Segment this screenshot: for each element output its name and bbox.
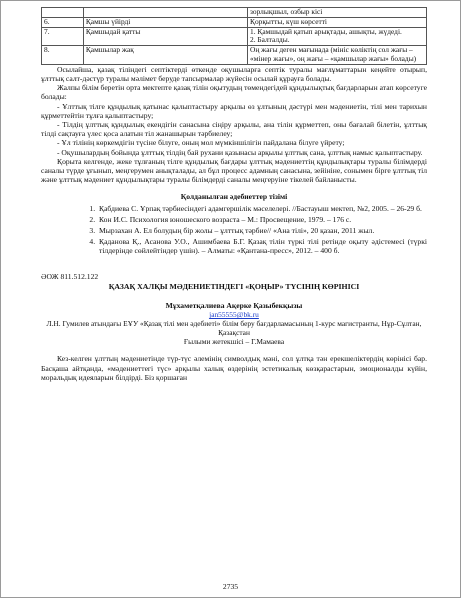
list-item: - Тілдің ұлттық құндылық екендігін санасына сіңіру арқылы, ана тілін құрметтеп, оны бағалай білетін, ұлттық тілді сақтауға үлес қоса алатын тіл жанашырын тәрбиелеу; <box>41 120 427 139</box>
row-phrase: Қамшыдай қатты <box>83 27 247 46</box>
row-meaning: Қорқытты, күш көрсетті <box>248 17 427 27</box>
udc-code: ӘОЖ 811.512.122 <box>41 271 99 281</box>
references-title: Қолданылған әдебиеттер тізімі <box>180 192 288 202</box>
list-item: - Ұлттық тілге құндылық қатынас қалыптастыру арқылы өз ұлтының дәстүрі мен мәдениетін, тілі мен тарихын құрметтейтін тұлға қалыптастыру; <box>41 101 427 120</box>
row-number: 6. <box>42 17 84 27</box>
row-phrase: Қамшы үйірді <box>83 17 247 27</box>
spacer <box>41 346 427 354</box>
author-name: Мұхаметқалиева Ақерке Қазыбекқызы <box>165 301 303 311</box>
table-row <box>42 8 427 18</box>
body-paragraph: Қорыта келгенде, жеке тұлғаның тілге құндылық бағдары ұлттық мәдениеттің құндылықтары туралы білімдерді саналы түрде ұғынып, меңгерумен анықталады, ал бұл процесс адамның санасына, зейініне, сонымен бірге ұлттық тіл және ұлттық мәдениет құндылықтары туралы білімдерді саналы меңгеруіне тікелей байланысты. <box>41 156 427 185</box>
reference-item: 1. Қабдиева С. Ұрпақ тәрбиесіндегі адамгершілік мәселелері. //Бастауыш мектеп, №2, 2005. – 26-29 б. <box>97 204 427 213</box>
body-paragraph: Осылайша, қазақ тіліндегі септіктерді өткенде оқушыларға септік туралы мағлұматтарын кеңейте отырып, ұлттық салт-дәстүр туралы мәлімет беруде тапсырмалар жүйесін осылай құрауға болады. <box>41 64 427 83</box>
row-number <box>42 8 84 18</box>
row-number: 7. <box>42 27 84 46</box>
table-row <box>42 27 427 46</box>
author-affiliation: Л.Н. Гумилев атындағы ЕҰУ «Қазақ тілі мен әдебиеті» білім беру бағдарламасының 1-курс магистранты, Нұр-Сұлтан, Қазақстан <box>46 319 422 338</box>
list-item: - Ұл тілінің көркемдігін түсіне білуге, оның мол мүмкіншілігін пайдалана білуге үйрету; <box>57 138 345 148</box>
idiom-table <box>41 7 427 65</box>
row-phrase <box>83 8 247 18</box>
table-row <box>42 17 427 27</box>
article-title: ҚАЗАҚ ХАЛҚЫ МӘДЕНИЕТІНДЕГІ «ҚОҢЫР» ТҮСІНІҢ КӨРІНІСІ <box>108 281 360 291</box>
author-email-link[interactable]: jan55555@bk.ru <box>209 310 259 320</box>
reference-item: 3. Мырзахан А. Ел болудың бір жолы – ұлттық тәрбие// «Ана тілі», 20 қазан, 2011 жыл. <box>97 226 427 235</box>
page-number: 2735 <box>222 582 239 591</box>
supervisor: Ғылыми жетекшісі – Г.Мамаева <box>183 337 285 347</box>
row-phrase: Қамшылар жақ <box>83 46 247 65</box>
reference-item: 4. Қаданова Қ., Асанова У.О., Ашимбаева Б.Г. Қазақ тілін түркі тілі ретінде оқыту әдістемесі (түркі тілдерінде сөйлейтіндер үшін). – Алматы: «Қантана-пресс», 2012. – 400 б. <box>97 237 427 255</box>
section-gap <box>41 258 427 272</box>
row-meaning: Оң жағы деген мағынада (мініс көліктің сол жағы – «мінер жағы», оң жағы – «қамшылар жағы» болады) <box>248 46 427 65</box>
list-item: - Оқушылардың бойында ұлттық тілдің бай рухани қазынасы арқылы ұлттық сана, ұлттық намыс қалыптастыру. <box>57 147 423 157</box>
references-list <box>41 204 427 256</box>
row-number: 8. <box>42 46 84 65</box>
body-paragraph: Жалпы білім беретін орта мектепте қазақ тілін оқытудың төмендегідей құндылықтық бағдарларын атап көрсетуге болады: <box>41 83 427 102</box>
row-meaning: 1. Қамшыдай қатып арықтады, ашықты, жүдеді. 2. Балталды. <box>248 27 427 46</box>
table-row <box>42 46 427 65</box>
row-meaning: зорлықшыл, озбыр кісі <box>248 8 427 18</box>
page-content <box>41 7 427 382</box>
reference-item: 2. Кон И.С. Психология юношеского возраста – М.: Просвещение, 1979. – 176 с. <box>97 215 427 224</box>
article-intro: Кез-келген ұлттың мәдениетінде түр-түс әлемінің символдық мәні, сол ұлтқа тән ерекшеліктердің көрінісі бар. Басқаша айтқанда, «мәдениеттегі түс» арқылы халық өздерінің эстетикалық көзқарастарын, эмоционалды күйін, моральдық идеяларын білдірді. Біз қоршаған <box>41 354 427 382</box>
